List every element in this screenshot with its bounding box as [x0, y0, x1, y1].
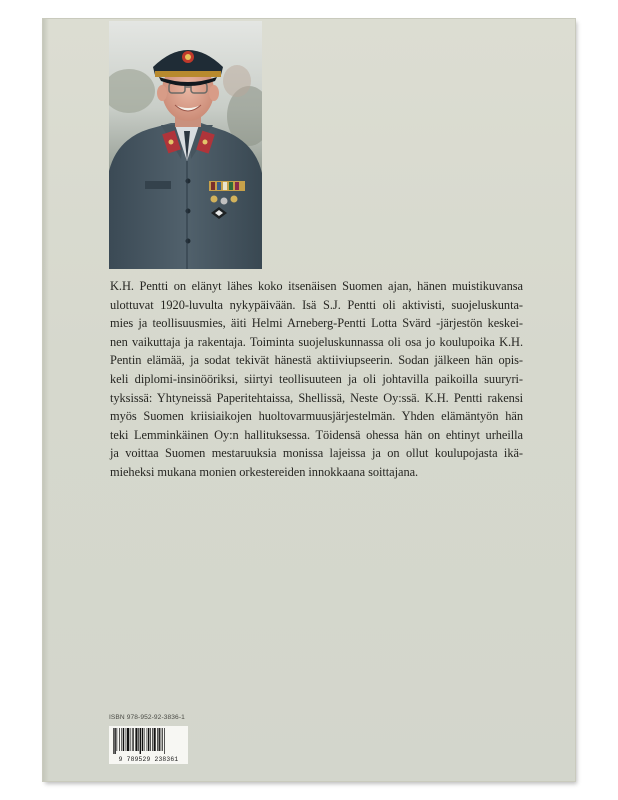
barcode-bar [164, 728, 165, 754]
back-cover-blurb [110, 277, 523, 482]
barcode-number: 9 789529 238361 [118, 756, 179, 763]
blurb-line: nen vaikuttaja ja rakentaja. Toiminta suojeluskunnassa oli osa jo koulupoika K.H. [110, 334, 523, 349]
blurb-line: ja voittaa Suomen mestaruuksia monissa lajeissa ja on ollut koulupojasta ikä- [110, 446, 523, 461]
blurb-line: tyksissä: Yhtyneissä Paperitehtaissa, Shellissä, Neste Oy:ssä. K.H. Pentti rakensi [110, 390, 523, 405]
blurb-line: K.H. Pentti on elänyt lähes koko itsenäisen Suomen ajan, hänen muistikuvansa [110, 279, 523, 293]
isbn-label: ISBN 978-952-92-3836-1 [109, 714, 185, 721]
barcode-bar [127, 728, 129, 751]
barcode-bar [121, 728, 122, 751]
barcode-bar [154, 728, 156, 751]
barcode-bar [147, 728, 148, 751]
barcode-bar [148, 728, 149, 751]
blurb-line: myös Suomen kriisiaikojen huoltovarmuusjärjestelmän. Yhden elämäntyön hän [110, 409, 523, 424]
book-back-cover [43, 19, 575, 781]
barcode-bar [117, 728, 118, 751]
barcode-bar [126, 728, 127, 751]
barcode-bar [123, 728, 124, 751]
blurb-line: ulottuvat 1920-luvulta nykypäivään. Isä S.J. Pentti oli aktivisti, suojeluskunta- [110, 297, 523, 312]
barcode-bars [112, 728, 185, 754]
barcode-bar [133, 728, 134, 751]
barcode-bar [144, 728, 145, 751]
blurb-line: Pentin elämää, ja sodat tekivät hänestä aktiiviupseerin. Sodan jälkeen hän opis- [110, 353, 523, 368]
barcode-bar [159, 728, 160, 751]
barcode-bar [152, 728, 153, 751]
blurb-line: keli diplomi-insinööriksi, siirtyi teollisuuteen ja oli johtavilla paikoilla suuryri- [110, 371, 523, 386]
barcode-bar [162, 728, 163, 751]
barcode-bar [142, 728, 143, 751]
barcode-bar [157, 728, 158, 751]
barcode [109, 726, 188, 764]
barcode-bar [119, 728, 120, 751]
barcode-bar [140, 728, 141, 754]
blurb-line: mieheksi mukana monien orkestereiden innokkaana soittajana. [110, 464, 419, 479]
barcode-bar [135, 728, 137, 751]
barcode-bar [114, 728, 115, 754]
blurb-line: teki Lemminkäinen Oy:n hallituksessa. Töidensä ohessa hän on ehtinyt urheilla [110, 427, 523, 442]
barcode-bar [132, 728, 133, 751]
blurb-line: mies ja teollisuusmies, äiti Helmi Arneberg-Pentti Lotta Svärd -järjestön keskei- [110, 316, 523, 331]
portrait-illustration [109, 21, 262, 269]
barcode-bar [113, 728, 114, 754]
barcode-bar [130, 728, 131, 751]
barcode-bar [150, 728, 151, 751]
barcode-bar [161, 728, 162, 751]
author-portrait-photo [109, 21, 262, 269]
barcode-bar [138, 728, 139, 751]
